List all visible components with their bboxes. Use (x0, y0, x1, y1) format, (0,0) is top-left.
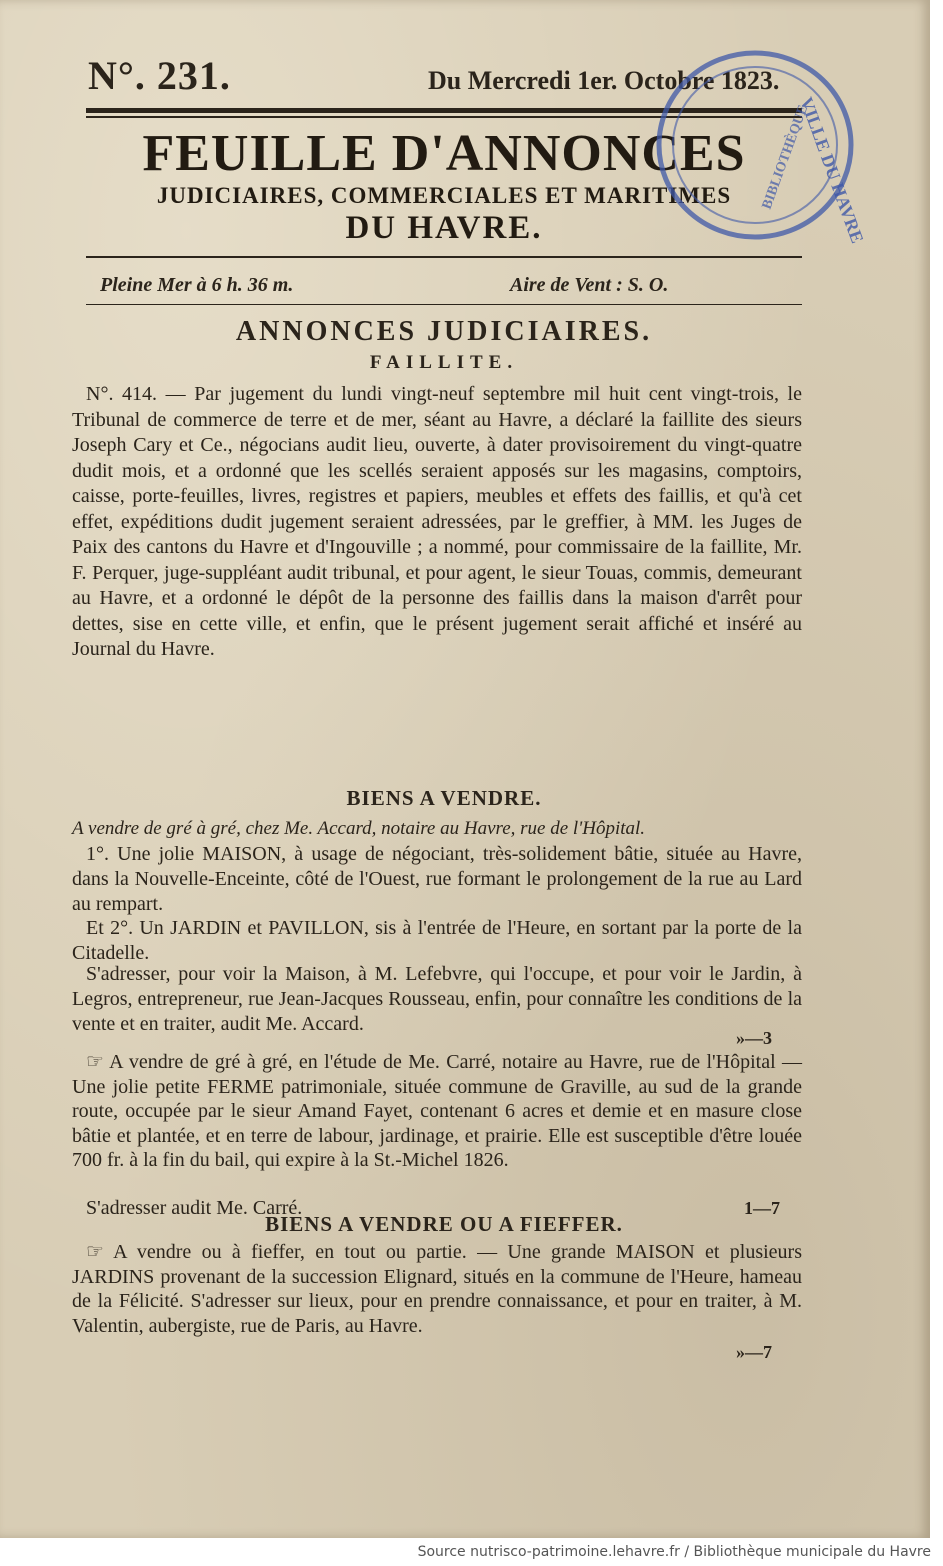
vendre-item-maison: 1°. Une jolie MAISON, à usage de négociant, très-solidement bâtie, située au Havre, dans la Nouvelle-Enceinte, côté de l'Ouest, rue formant le prolongement de la rue au Lard au rempart. (72, 843, 802, 915)
section-title-fieffer: BIENS A VENDRE OU A FIEFFER. (265, 1212, 623, 1236)
svg-text:VILLE DU HAVRE: VILLE DU HAVRE (796, 94, 868, 246)
tide-info: Pleine Mer à 6 h. 36 m. (100, 274, 294, 296)
vendre-item-jardin: Et 2°. Un JARDIN et PAVILLON, sis à l'entrée de l'Heure, en sortant par la porte de la Citadelle. (72, 917, 802, 964)
issue-date: Du Mercredi 1er. Octobre 1823. (428, 66, 780, 95)
svg-text:BIBLIOTHÈQUE: BIBLIOTHÈQUE (759, 103, 812, 212)
masthead-city: DU HAVRE. (345, 210, 543, 246)
vendre-heading: A vendre de gré à gré, chez Me. Accard, notaire au Havre, rue de l'Hôpital. (72, 818, 646, 839)
section-title-annonces: ANNONCES JUDICIAIRES. (235, 316, 653, 347)
source-credit: Source nutrisco-patrimoine.lehavre.fr / Bibliothèque municipale du Havre (417, 1544, 931, 1560)
library-stamp-icon (650, 40, 868, 250)
fieffer-notice: ☞ A vendre ou à fieffer, en tout ou partie. — Une grande MAISON et plusieurs JARDINS provenant de la succession Elignard, situés en la commune de l'Heure, hameau de la Félicité. S'adresser sur lieux, pour en prendre connaissance, et pour en traiter, à M. Valentin, aubergiste, rue de Paris, au Havre. (72, 1241, 802, 1337)
wind-info: Aire de Vent : S. O. (510, 274, 669, 296)
fieffer-ref: »—7 (736, 1342, 772, 1362)
masthead-rule (86, 256, 802, 258)
section-title-biens: BIENS A VENDRE. (346, 786, 542, 810)
ferme-ref: 1—7 (744, 1198, 780, 1218)
issue-number: N°. 231. (88, 53, 231, 98)
ferme-contact: S'adresser audit Me. Carré. (86, 1197, 303, 1219)
vendre-ref: »—3 (736, 1028, 772, 1048)
section-title-faillite: FAILLITE. (369, 352, 519, 373)
masthead-subtitle: JUDICIAIRES, COMMERCIALES ET MARITIMES (156, 183, 732, 208)
ferme-notice: ☞ A vendre de gré à gré, en l'étude de Me. Carré, notaire au Havre, rue de l'Hôpital — Une jolie petite FERME patrimoniale, située commune de Graville, au sud de la grande route, occupée par le sieur Amand Fayet, contenant 6 acres et demie et en masure close bâtie et plantée, et en terre de labour, jardinage, et prairie. Elle est susceptible d'être louée 700 fr. à la fin du bail, qui expire à la St.-Michel 1826. (72, 1051, 802, 1171)
tide-rule (86, 304, 802, 305)
faillite-notice: N°. 414. — Par jugement du lundi vingt-neuf septembre mil huit cent vingt-trois, le Tribunal de commerce de terre et de mer, séant au Havre, a déclaré la faillite des sieurs Joseph Cary et Ce., négocians audit lieu, ouverte, à dater provisoirement du vingt-quatre dudit mois, et a ordonné que les scellés seraient apposés sur les magasins, comptoirs, caisse, porte-feuilles, livres, registres et papiers, meubles et effets des faillis, et qu'à cet effet, expéditions dudit jugement seraient adressées, par le greffier, à MM. les Juges de Paix des cantons du Havre et d'Ingouville ; a nommé, pour commissaire de la faillite, Mr. F. Perquer, juge-suppléant audit tribunal, et pour agent, le sieur Touas, commis, demeurant au Havre, et a ordonné le dépôt de la personne des faillis dans la maison d'arrêt pour dettes, sise en cette ville, et enfin, que le présent jugement serait affiché et inséré au Journal du Havre. (72, 383, 802, 660)
masthead-title: FEUILLE D'ANNONCES (142, 125, 746, 182)
vendre-contact: S'adresser, pour voir la Maison, à M. Lefebvre, qui l'occupe, et pour voir le Jardin, à Legros, entrepreneur, rue Jean-Jacques Rousseau, enfin, pour connaître les conditions de la vente et en traiter, audit Me. Accard. (72, 963, 802, 1035)
